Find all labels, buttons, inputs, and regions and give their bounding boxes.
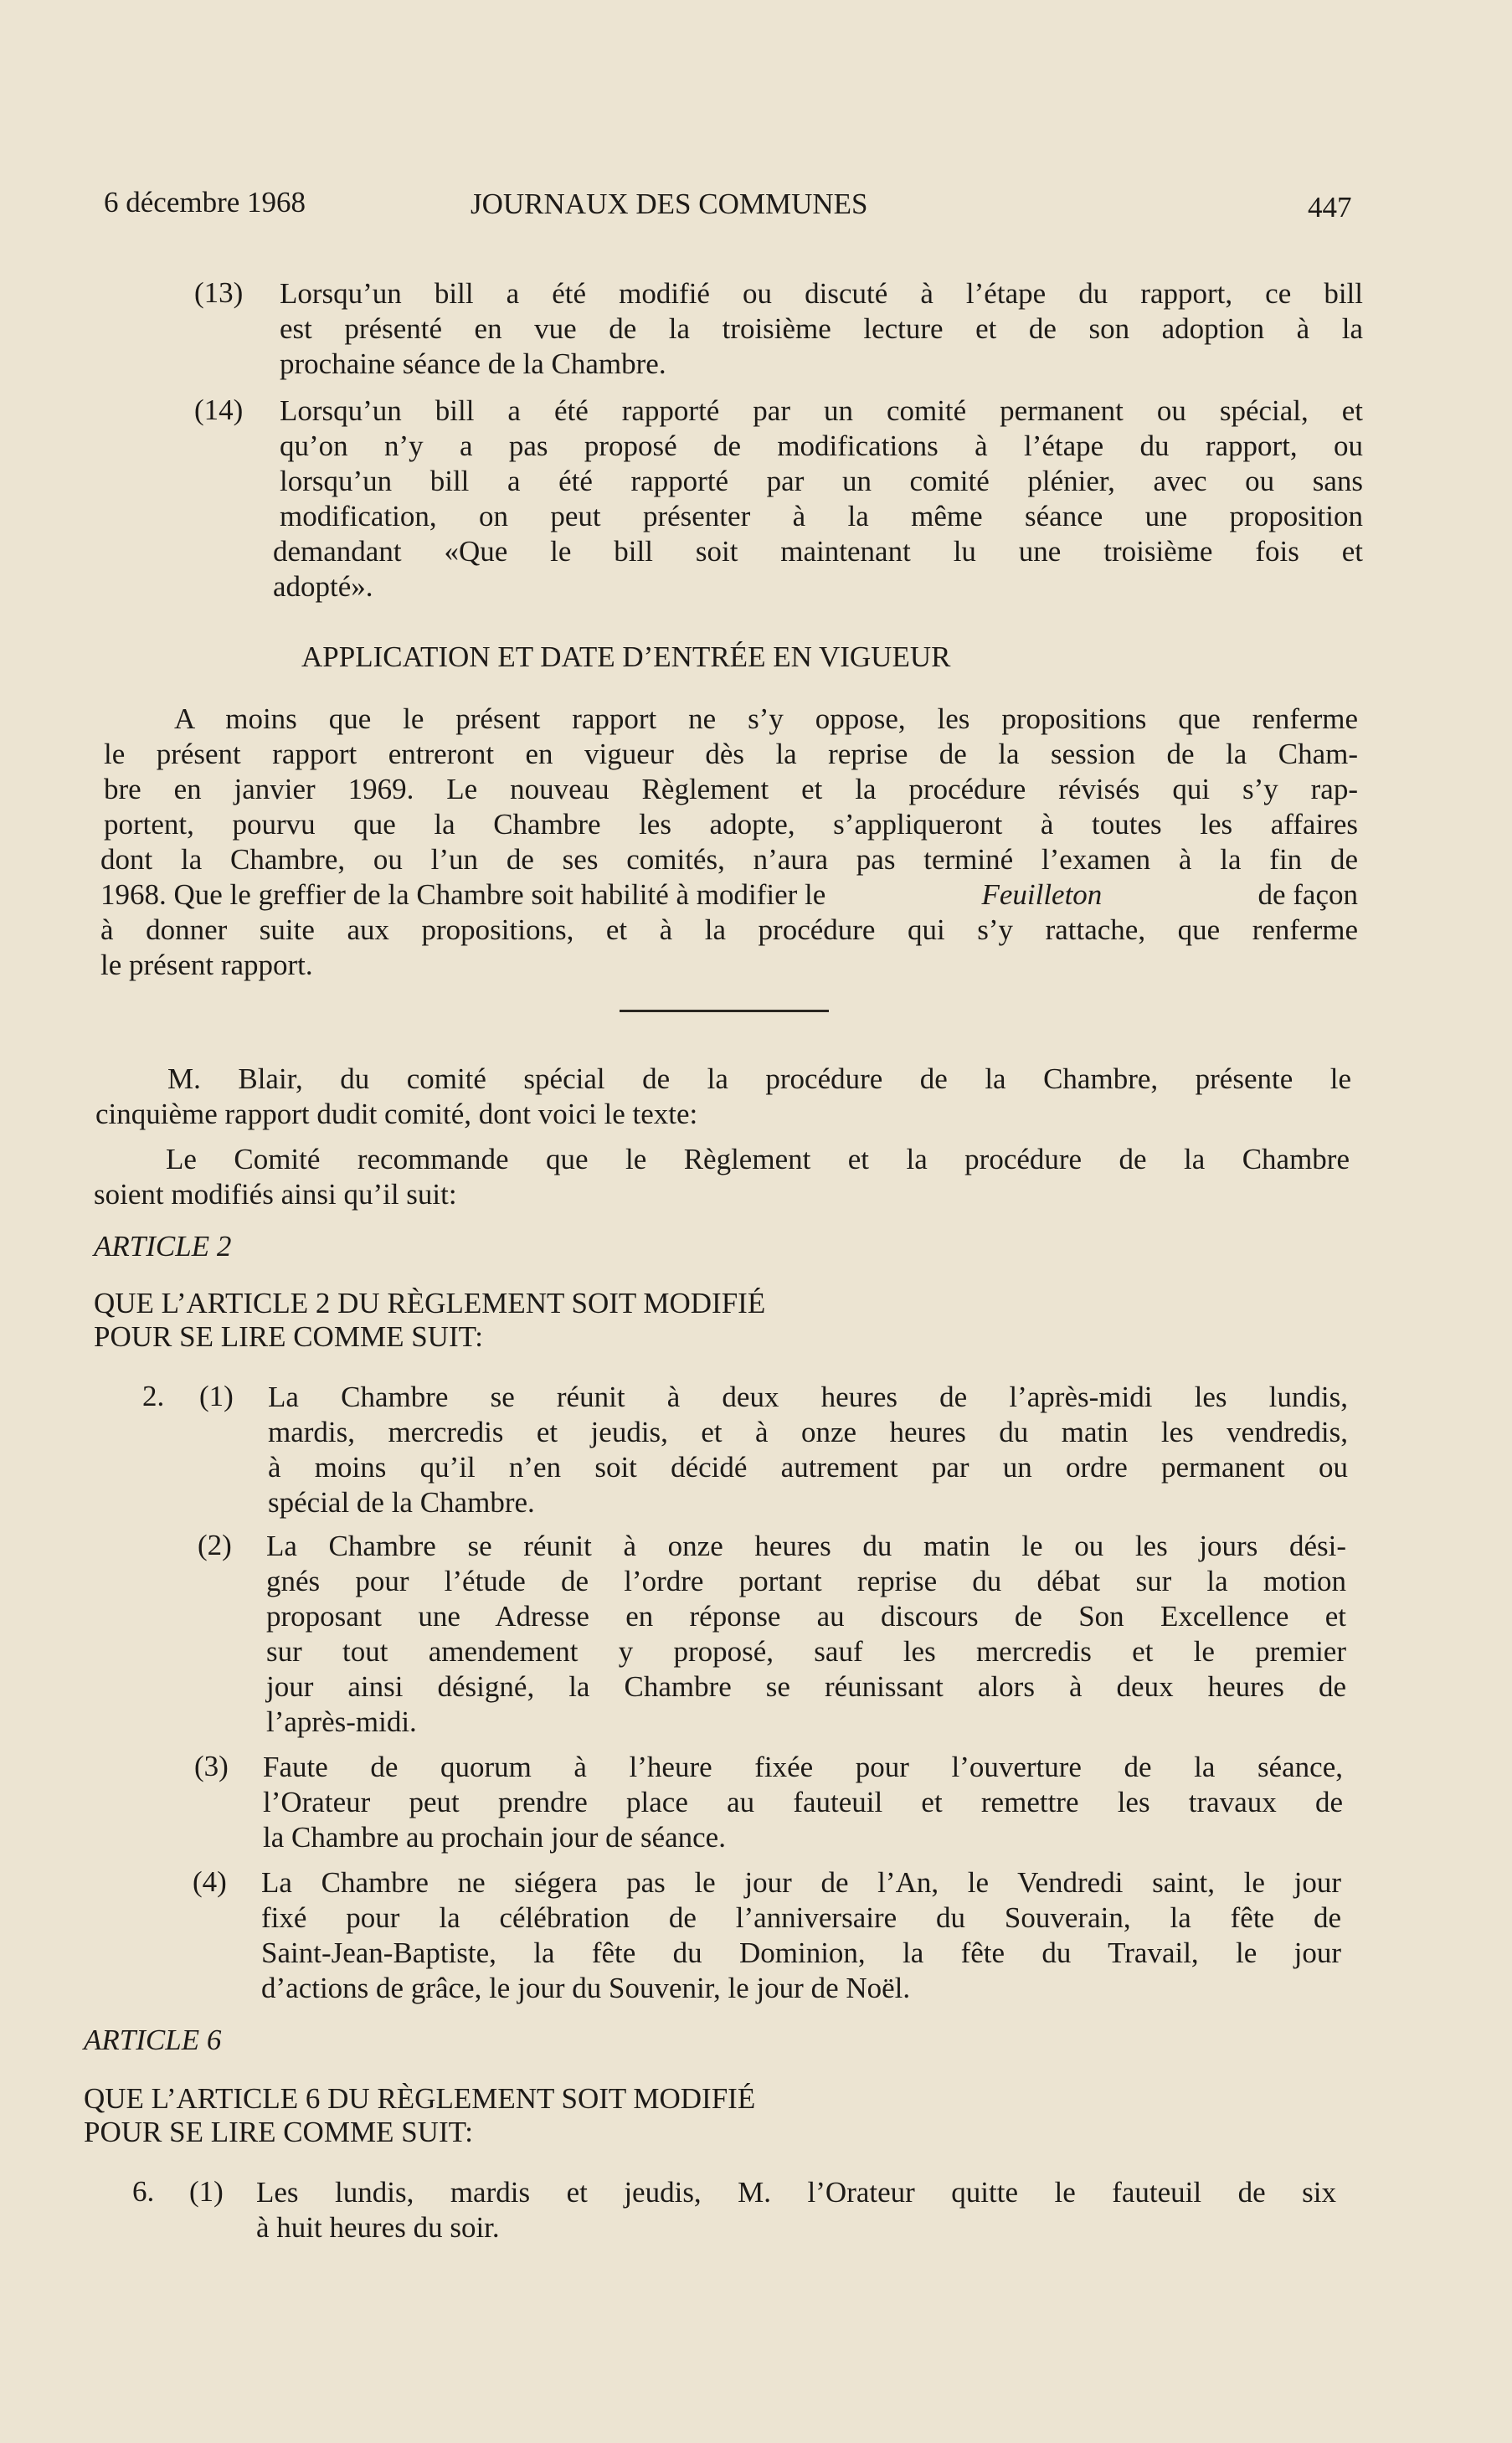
application-line-6: [100, 877, 1358, 913]
blair-line: cinquième rapport dudit comité, dont voici le texte:: [95, 1098, 698, 1130]
application-line: le présent rapport.: [100, 949, 313, 981]
article-2-item-4-line: La Chambre ne siégera pas le jour de l’An, le Vendredi saint, le jour: [261, 1866, 1341, 1899]
article-6-heading: ARTICLE 6: [84, 2024, 222, 2056]
article-6-item-1-line: Les lundis, mardis et jeudis, M. l’Orateur quitte le fauteuil de six: [256, 2176, 1336, 2209]
section-divider: [620, 1010, 829, 1012]
application-line: à donner suite aux propositions, et à la procédure qui s’y rattache, que renferme: [100, 913, 1358, 946]
header-date: 6 décembre 1968: [104, 186, 306, 219]
article-2-item-3-line: l’Orateur peut prendre place au fauteuil et remettre les travaux de: [263, 1786, 1343, 1818]
article-2-item-3-line: la Chambre au prochain jour de séance.: [263, 1821, 726, 1854]
article-2-item-3-number: (3): [194, 1750, 229, 1782]
application-line: bre en janvier 1969. Le nouveau Règlement et la procédure révisés qui s’y rap-: [104, 773, 1358, 805]
article-2-item-2-line: La Chambre se réunit à onze heures du matin le ou les jours dési-: [266, 1530, 1346, 1562]
header-journal-title: JOURNAUX DES COMMUNES: [471, 188, 868, 220]
committee-line: soient modifiés ainsi qu’il suit:: [94, 1178, 457, 1211]
para-14-line: modification, on peut présenter à la même séance une proposition: [280, 500, 1363, 532]
para-13-line: prochaine séance de la Chambre.: [280, 347, 666, 380]
application-line: le présent rapport entreront en vigueur dès la reprise de la session de la Cham-: [104, 738, 1358, 770]
article-2-item-1-line: La Chambre se réunit à deux heures de l’après-midi les lundis,: [268, 1381, 1348, 1413]
article-2-item-2-line: sur tout amendement y proposé, sauf les mercredis et le premier: [266, 1635, 1346, 1668]
application-line: dont la Chambre, ou l’un de ses comités, n’aura pas terminé l’examen à la fin de: [100, 843, 1358, 876]
article-2-heading: ARTICLE 2: [94, 1230, 232, 1263]
article-6-number: 6.: [132, 2175, 155, 2208]
committee-line: Le Comité recommande que le Règlement et la procédure de la Chambre: [166, 1143, 1350, 1175]
para-14-line: lorsqu’un bill a été rapporté par un comité plénier, avec ou sans: [280, 465, 1363, 497]
application-heading: APPLICATION ET DATE D’ENTRÉE EN VIGUEUR: [301, 640, 951, 673]
article-2-item-2-line: l’après-midi.: [266, 1705, 417, 1738]
para-14-number: (14): [194, 393, 244, 426]
application-line-6-end: de façon: [1257, 878, 1358, 911]
article-2-item-1-line: mardis, mercredis et jeudis, et à onze heures du matin les vendredis,: [268, 1416, 1348, 1448]
blair-line: M. Blair, du comité spécial de la procédure de la Chambre, présente le: [167, 1062, 1351, 1095]
article-2-item-1-number: (1): [199, 1380, 234, 1412]
article-2-item-2-line: jour ainsi désigné, la Chambre se réunissant alors à deux heures de: [266, 1670, 1346, 1703]
header-page-number: 447: [1308, 191, 1352, 224]
article-2-item-2-line: proposant une Adresse en réponse au discours de Son Excellence et: [266, 1600, 1346, 1633]
article-6-title: POUR SE LIRE COMME SUIT:: [84, 2116, 473, 2148]
article-2-item-3-line: Faute de quorum à l’heure fixée pour l’ouverture de la séance,: [263, 1751, 1343, 1783]
article-6-title: QUE L’ARTICLE 6 DU RÈGLEMENT SOIT MODIFIÉ: [84, 2082, 756, 2115]
para-13-number: (13): [194, 276, 244, 309]
para-13-line: Lorsqu’un bill a été modifié ou discuté à l’étape du rapport, ce bill: [280, 277, 1363, 310]
para-14-line: adopté».: [273, 570, 373, 603]
article-2-item-1-line: à moins qu’il n’en soit décidé autrement par un ordre permanent ou: [268, 1451, 1348, 1484]
article-2-item-4-line: Saint-Jean-Baptiste, la fête du Dominion, la fête du Travail, le jour: [261, 1936, 1341, 1969]
article-2-title: POUR SE LIRE COMME SUIT:: [94, 1320, 483, 1353]
application-line: portent, pourvu que la Chambre les adopte, s’appliqueront à toutes les affaires: [104, 808, 1358, 841]
article-2-item-4-line: d’actions de grâce, le jour du Souvenir, le jour de Noël.: [261, 1972, 911, 2004]
article-2-item-1-line: spécial de la Chambre.: [268, 1486, 535, 1519]
para-13-line: est présenté en vue de la troisième lecture et de son adoption à la: [280, 312, 1363, 345]
article-2-item-4-line: fixé pour la célébration de l’anniversaire du Souverain, la fête de: [261, 1901, 1341, 1934]
article-2-item-2-line: gnés pour l’étude de l’ordre portant reprise du débat sur la motion: [266, 1565, 1346, 1597]
para-14-line: Lorsqu’un bill a été rapporté par un comité permanent ou spécial, et: [280, 394, 1363, 427]
application-line: A moins que le présent rapport ne s’y oppose, les propositions que renferme: [174, 702, 1358, 735]
para-14-line: qu’on n’y a pas proposé de modifications à l’étape du rapport, ou: [280, 429, 1363, 462]
article-6-item-1-number: (1): [189, 2175, 224, 2208]
para-14-line: demandant «Que le bill soit maintenant lu une troisième fois et: [273, 535, 1363, 568]
article-2-number: 2.: [142, 1380, 165, 1412]
article-2-title: QUE L’ARTICLE 2 DU RÈGLEMENT SOIT MODIFIÉ: [94, 1287, 766, 1319]
article-2-item-4-number: (4): [193, 1865, 227, 1898]
feuilleton-term: Feuilleton: [981, 878, 1103, 911]
article-6-item-1-line: à huit heures du soir.: [256, 2211, 500, 2244]
article-2-item-2-number: (2): [198, 1529, 232, 1561]
application-line-6-start: 1968. Que le greffier de la Chambre soit habilité à modifier le: [100, 878, 826, 911]
